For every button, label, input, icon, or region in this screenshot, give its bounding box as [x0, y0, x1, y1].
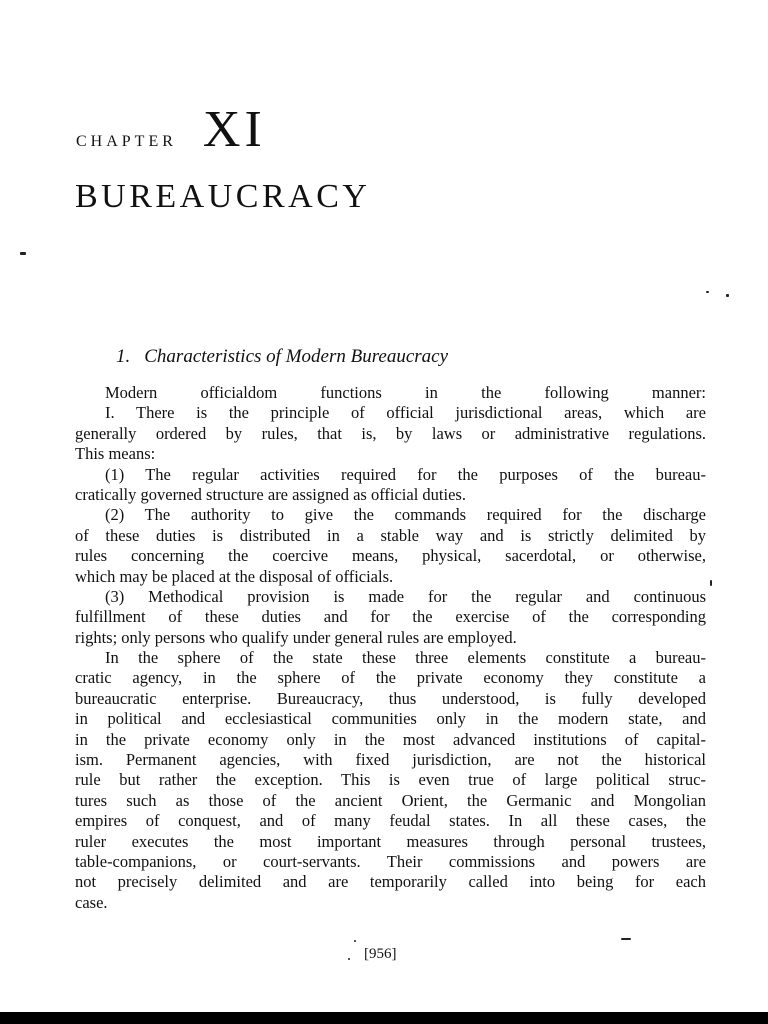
- text-line: I. There is the principle of official jurisdictional areas, which are: [105, 403, 706, 423]
- section-heading: [116, 346, 448, 368]
- page-number: [956]: [364, 946, 397, 962]
- text-line: rights; only persons who qualify under general rules are employed.: [75, 627, 517, 647]
- text-line: (3) Methodical provision is made for the regular and continuous: [105, 586, 706, 606]
- scan-speck: [621, 938, 631, 940]
- chapter-title: BUREAUCRACY: [75, 178, 371, 215]
- text-line: of these duties is distributed in a stable way and is strictly delimited by: [75, 525, 706, 545]
- text-line: in the private economy only in the most advanced institutions of capital-: [75, 729, 706, 749]
- chapter-label: CHAPTER: [76, 133, 177, 150]
- scan-speck: [726, 294, 729, 297]
- text-line: fulfillment of these duties and for the exercise of the corresponding: [75, 607, 706, 627]
- text-line: not precisely delimited and are temporarily called into being for each: [75, 872, 706, 892]
- text-line: ruler executes the most important measures through personal trustees,: [75, 831, 706, 851]
- text-line: case.: [75, 892, 108, 912]
- text-line: generally ordered by rules, that is, by laws or administrative regulations.: [75, 423, 706, 443]
- text-line: rule but rather the exception. This is even true of large political struc-: [75, 770, 706, 790]
- scan-speck: [348, 958, 350, 960]
- text-line: table-companions, or court-servants. Their commissions and powers are: [75, 851, 706, 871]
- text-line: in political and ecclesiastical communities only in the modern state, and: [75, 709, 706, 729]
- chapter-heading: [76, 101, 266, 158]
- chapter-number: XI: [202, 101, 266, 158]
- text-line: This means:: [75, 444, 156, 464]
- scan-speck: [706, 291, 709, 293]
- text-line: rules concerning the coercive means, physical, sacerdotal, or otherwise,: [75, 546, 706, 566]
- text-line: Modern officialdom functions in the following manner:: [105, 383, 706, 402]
- text-line: empires of conquest, and of many feudal states. In all these cases, the: [75, 811, 706, 831]
- text-line: In the sphere of the state these three elements constitute a bureau-: [105, 648, 706, 668]
- text-line: ism. Permanent agencies, with fixed jurisdiction, are not the historical: [75, 750, 706, 770]
- section-number: 1.: [116, 346, 131, 367]
- text-line: (1) The regular activities required for the purposes of the bureau-: [105, 464, 706, 484]
- text-line: cratic agency, in the sphere of the private economy they constitute a: [75, 668, 706, 688]
- body-text: [75, 383, 706, 913]
- scan-speck: [20, 252, 26, 255]
- scan-speck: [710, 580, 712, 586]
- text-line: (2) The authority to give the commands required for the discharge: [105, 505, 706, 525]
- text-line: bureaucratic enterprise. Bureaucracy, thus understood, is fully developed: [75, 688, 706, 708]
- section-title: Characteristics of Modern Bureaucracy: [144, 346, 449, 367]
- text-line: cratically governed structure are assigned as official duties.: [75, 484, 466, 504]
- text-line: tures such as those of the ancient Orient, the Germanic and Mongolian: [75, 790, 706, 810]
- scan-speck: [354, 940, 356, 942]
- scan-bottom-edge: [0, 1012, 768, 1024]
- text-line: which may be placed at the disposal of officials.: [75, 566, 394, 586]
